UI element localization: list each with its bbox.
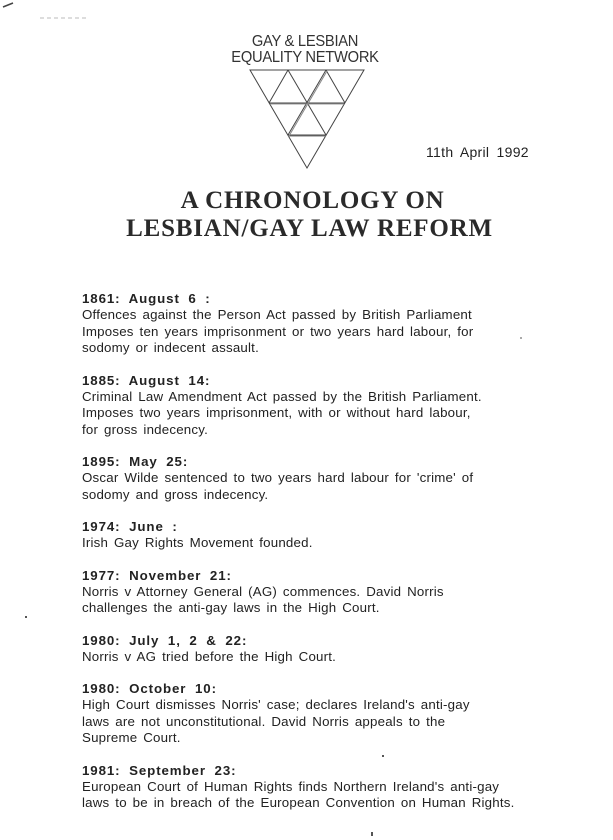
- chronology-entry: [82, 632, 542, 666]
- entry-text: Norris v AG tried before the High Court.: [82, 648, 337, 664]
- scan-artifact-dash: [40, 17, 88, 19]
- document-title-line2: LESBIAN/GAY LAW REFORM: [126, 215, 493, 242]
- document-title-line1: A CHRONOLOGY ON: [180, 187, 445, 214]
- chronology-entry: [82, 680, 542, 747]
- entry-text: Offences against the Person Act passed by British Parliament Imposes ten years imprisonment or two years hard labour, for sodomy or indecent assault.: [82, 307, 474, 355]
- entry-date: 1981: September 23:: [82, 762, 237, 778]
- chronology-entry: [82, 290, 542, 357]
- entry-date: 1980: July 1, 2 & 22:: [82, 632, 248, 648]
- org-name-line1: GAY & LESBIAN: [251, 33, 359, 50]
- chronology-entry: [82, 762, 542, 812]
- entry-text: European Court of Human Rights finds Northern Ireland's anti-gay laws to be in breach of the European Convention on Human Rights.: [82, 778, 515, 810]
- document-date: 11th April 1992: [426, 144, 529, 160]
- chronology-entry: [82, 453, 542, 503]
- chronology-entry: [82, 567, 542, 617]
- entry-date: 1861: August 6 :: [82, 291, 211, 306]
- entry-text: Norris v Attorney General (AG) commences. David Norris challenges the anti-gay laws in the High Court.: [82, 583, 444, 615]
- entry-text: Irish Gay Rights Movement founded.: [82, 535, 313, 550]
- scan-speck: [25, 616, 27, 618]
- entry-date: 1895: May 25:: [82, 454, 189, 469]
- org-name-line2: EQUALITY NETWORK: [231, 49, 379, 66]
- chronology-list: [82, 290, 542, 827]
- scan-speck: [382, 755, 384, 757]
- entry-date: 1977: November 21:: [82, 567, 232, 583]
- entry-text: Criminal Law Amendment Act passed by the British Parliament. Imposes two years imprisonment, with or without hard labour, for gross indecency.: [82, 388, 482, 437]
- chronology-entry: [82, 518, 542, 552]
- scan-speck: [520, 337, 522, 339]
- triangle-logo-icon: [248, 66, 368, 170]
- entry-date: 1885: August 14:: [82, 372, 211, 388]
- scan-artifact-mark: [2, 2, 14, 8]
- scan-speck: [371, 832, 373, 836]
- entry-date: 1980: October 10:: [82, 681, 217, 696]
- entry-text: High Court dismisses Norris' case; declares Ireland's anti-gay laws are not unconstitutional. David Norris appeals to the Supreme Court.: [82, 697, 470, 745]
- entry-date: 1974: June :: [82, 519, 178, 534]
- chronology-entry: [82, 372, 542, 439]
- entry-text: Oscar Wilde sentenced to two years hard labour for 'crime' of sodomy and gross indecency.: [82, 470, 474, 502]
